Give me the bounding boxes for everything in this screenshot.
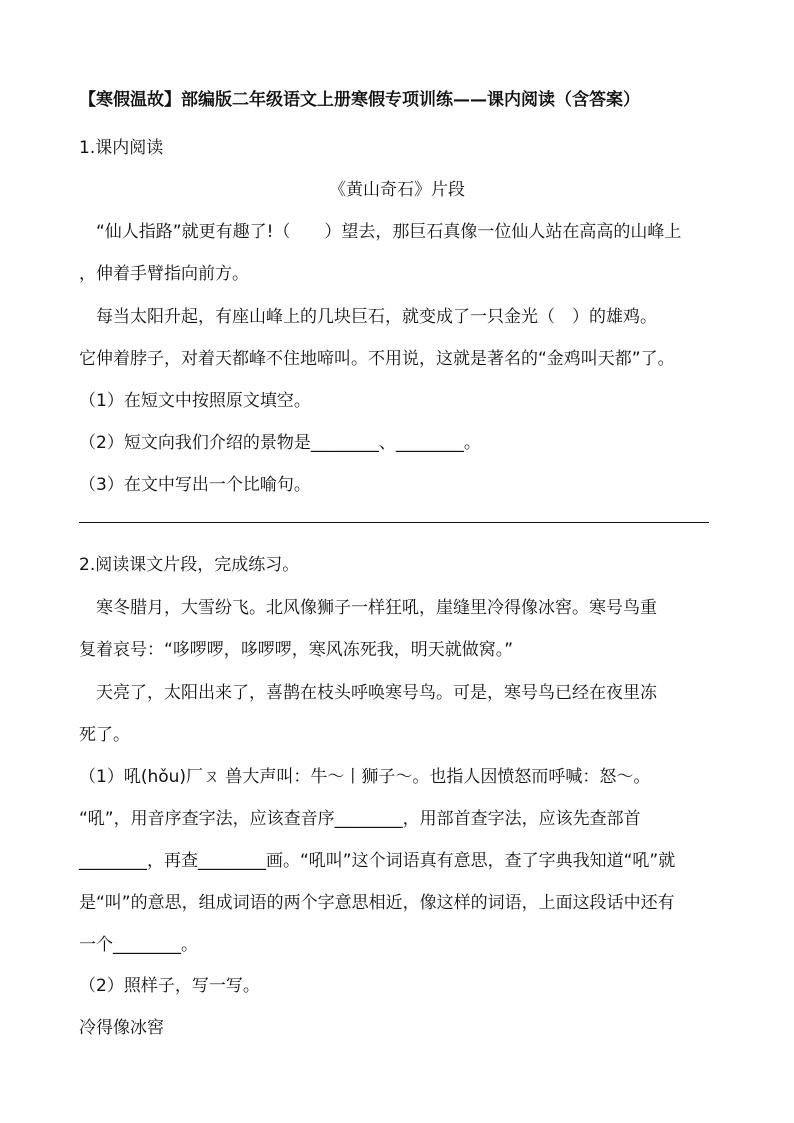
q2-sub-question-1-line-2: “吼”，用音序查字法，应该查音序________，用部首查字法，应该先查部首 (79, 809, 641, 829)
q2-sub-question-1-line-5: 一个________。 (79, 935, 198, 955)
question-2-heading: 2.阅读课文片段，完成练习。 (79, 555, 300, 575)
document-title: 【寒假温故】部编版二年级语文上册寒假专项训练——课内阅读（含答案） (79, 90, 640, 110)
q2-sub-question-1-line-1: （1）吼(hǒu)厂ㄡ 兽大声叫：牛～丨狮子～。也指人因愤怒而呼喊：怒～。 (79, 767, 651, 787)
q1-paragraph-2-line-1: 每当太阳升起，有座山峰上的几块巨石，就变成了一只金光（ ）的雄鸡。 (96, 307, 657, 327)
q1-paragraph-2-line-2: 它伸着脖子，对着天都峰不住地啼叫。不用说，这就是著名的“金鸡叫天都”了。 (79, 349, 675, 369)
q2-paragraph-2-line-2: 死了。 (79, 725, 130, 745)
q1-paragraph-1-line-2: ，伸着手臂指向前方。 (79, 264, 249, 284)
passage-title-huangshan: 《黄山奇石》片段 (329, 180, 465, 200)
q2-sub-question-1-line-4: 是“叫”的意思，组成词语的两个字意思相近，像这样的词语，上面这段话中还有 (79, 893, 675, 913)
question-1-heading: 1.课内阅读 (79, 138, 164, 158)
q1-paragraph-1-line-1: “仙人指路”就更有趣了!（ ）望去，那巨石真像一位仙人站在高高的山峰上 (96, 222, 682, 242)
q2-sub-question-1-line-3: ________，再查________画。“吼叫”这个词语真有意思，查了字典我知道“吼”就 (79, 851, 676, 871)
q2-paragraph-1-line-2: 复着哀号：“哆啰啰，哆啰啰，寒风冻死我，明天就做窝。” (79, 640, 514, 660)
answer-line (79, 522, 709, 523)
q1-sub-question-2: （2）短文向我们介绍的景物是________、________。 (79, 433, 481, 453)
q2-example-phrase: 冷得像冰窖 (79, 1018, 164, 1038)
q2-paragraph-1-line-1: 寒冬腊月，大雪纷飞。北风像狮子一样狂吼，崖缝里冷得像冰窖。寒号鸟重 (96, 598, 657, 618)
q2-sub-question-2: （2）照样子，写一写。 (79, 976, 260, 996)
q1-sub-question-3: （3）在文中写出一个比喻句。 (79, 475, 311, 495)
q1-sub-question-1: （1）在短文中按照原文填空。 (79, 391, 311, 411)
q2-paragraph-2-line-1: 天亮了，太阳出来了，喜鹊在枝头呼唤寒号鸟。可是，寒号鸟已经在夜里冻 (96, 683, 657, 703)
